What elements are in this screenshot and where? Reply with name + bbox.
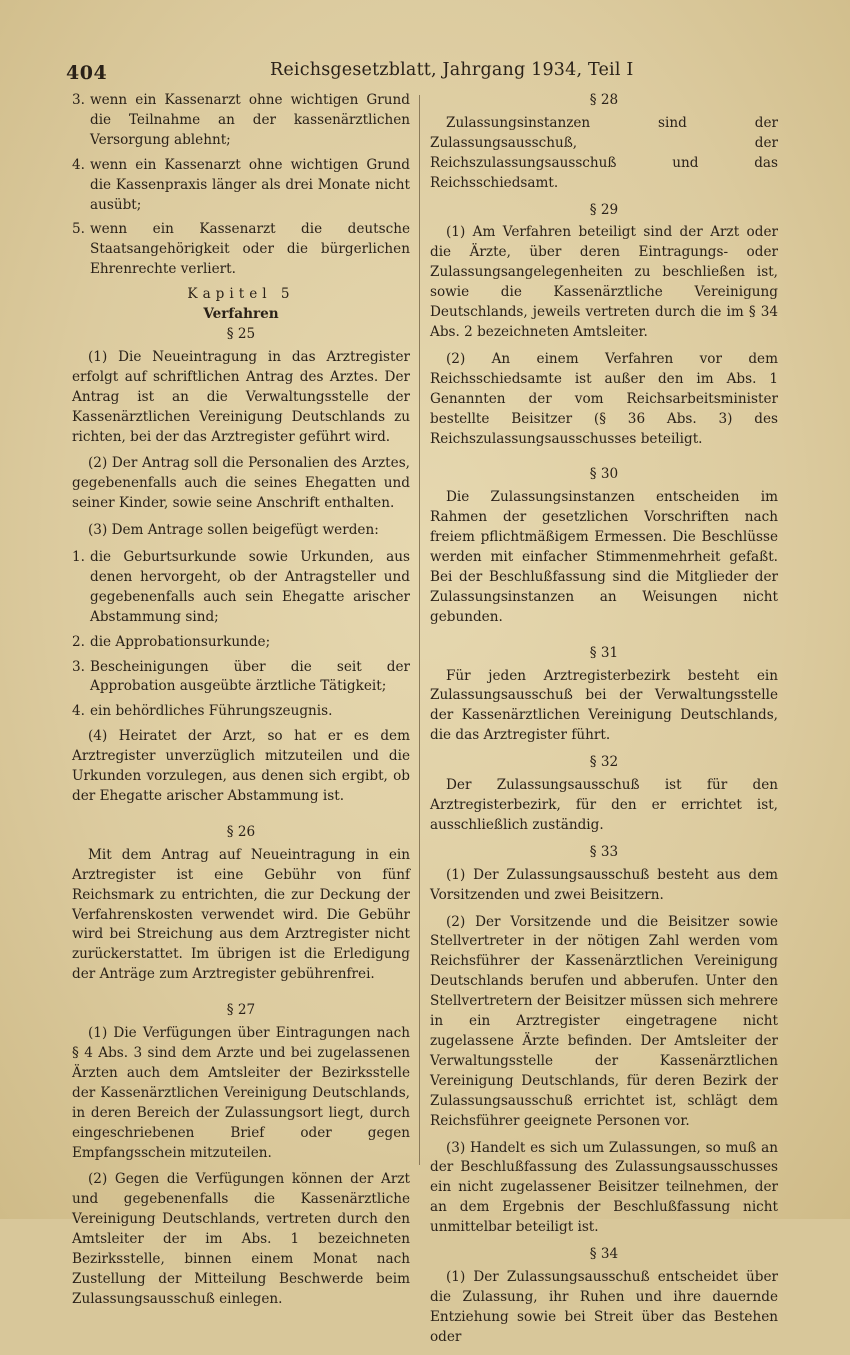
paragraph: (3) Handelt es sich um Zulassungen, so muß an der Beschlußfassung des Zulassungsausschusses ein nicht zugelassener Beisitzer teilnehmen, der an dem Ergebnis der Beschlußfassung nicht unmittelbar beteiligt ist. — [430, 1139, 778, 1236]
paragraph: Die Zulassungsinstanzen entscheiden im Rahmen der gesetzlichen Vorschriften nach freiem pflichtmäßigem Ermessen. Die Beschlüsse werden mit einfacher Stimmenmehrheit gefaßt. Bei der Beschlußfassung sind die Mitglieder der Zulassungsinstanzen an Weisungen nicht gebunden. — [430, 489, 778, 625]
paragraph: (3) Dem Antrage sollen beigefügt werden: — [88, 522, 379, 539]
paragraph: (1) Am Verfahren beteiligt sind der Arzt oder die Ärzte, über deren Eintragungs- oder Zulassungsangelegenheiten zu beschließen ist, sowie die Kassenärztliche Vereinigung Deutschlands, jeweils vertreten durch die im § 34 Abs. 2 bezeichneten Amtsleiter. — [430, 224, 778, 340]
list-item: 5. wenn ein Kassenarzt die deutsche Staatsangehörigkeit oder die bürgerlichen Ehrenrechte verliert. — [72, 221, 410, 278]
paragraph: (1) Der Zulassungsausschuß besteht aus dem Vorsitzenden und zwei Beisitzern. — [430, 866, 778, 903]
section-heading-34: § 34 — [589, 1246, 619, 1263]
list-item: 4. ein behördliches Führungszeugnis. — [72, 703, 333, 720]
section-heading-29: § 29 — [589, 201, 619, 218]
paragraph: Zulassungsinstanzen sind der Zulassungsausschuß, der Reichszulassungsausschuß und das Reichsschiedsamt. — [430, 114, 778, 191]
paragraph: (1) Die Neueintragung in das Arztregister erfolgt auf schriftlichen Antrag des Arztes. Der Antrag ist an die Verwaltungsstelle der Kassenärztlichen Vereinigung Deutschlands zu richten, bei der das Arztregister geführt wird. — [72, 348, 410, 445]
list-item: 1. die Geburtsurkunde sowie Urkunden, aus denen hervorgeht, ob der Antragsteller und gegebenenfalls auch sein Ehegatte arischer Abstammung sind; — [72, 549, 410, 625]
paragraph: Mit dem Antrag auf Neueintragung in ein Arztregister ist eine Gebühr von fünf Reichsmark zu entrichten, die zur Deckung der Verfahrenskosten verwendet wird. Die Gebühr wird bei Streichung aus dem Arztregister nicht zurückerstattet. Im übrigen ist die Erledigung der Anträge zum Arztregister gebührenfrei. — [72, 846, 410, 983]
section-heading-32: § 32 — [589, 754, 619, 771]
list-item: 2. die Approbationsurkunde; — [72, 633, 271, 650]
paragraph: Für jeden Arztregisterbezirk besteht ein Zulassungsausschuß bei der Verwaltungsstelle der Kassenärztlichen Vereinigung Deutschlands, die das Arztregister führt. — [430, 667, 778, 744]
section-heading-30: § 30 — [589, 466, 619, 483]
paragraph: (4) Heiratet der Arzt, so hat er es dem Arztregister unverzüglich mitzuteilen und die Urkunden vorzulegen, aus denen sich ergibt, ob der Ehegatte arischer Abstammung ist. — [72, 728, 410, 804]
paragraph: (2) Der Vorsitzende und die Beisitzer sowie Stellvertreter in der nötigen Zahl werden vom Reichsführer der Kassenärztlichen Vereinigung Deutschlands berufen und abberufen. Unter den Stellvertretern der Beisitzer müssen sich mehrere in ein Arztregister eingetragene nicht zugelassene Ärzte befinden. Der Amtsleiter der Verwaltungsstelle der Kassenärztlichen Vereinigung Deutschlands, für deren Bezirk der Zulassungsausschuß errichtet ist, schlägt dem Reichsführer geeignete Personen vor. — [430, 913, 778, 1129]
paragraph: (2) An einem Verfahren vor dem Reichsschiedsamte ist außer den im Abs. 1 Genannten der vom Reichsarbeitsminister bestellte Beisitzer (§ 36 Abs. 3) des Reichszulassungsausschusses beteiligt. — [430, 350, 778, 447]
section-heading-31: § 31 — [589, 644, 619, 661]
chapter-heading: Kapitel 5 — [187, 286, 295, 303]
section-heading-25: § 25 — [226, 325, 256, 342]
paragraph: Der Zulassungsausschuß ist für den Arztregisterbezirk, für den er errichtet ist, ausschließlich zuständig. — [430, 777, 778, 833]
paragraph: (2) Der Antrag soll die Personalien des Arztes, gegebenenfalls auch die seines Ehegatten und seiner Kinder, sowie seine Anschrift enthalten. — [72, 455, 410, 512]
chapter-title: Verfahren — [203, 306, 279, 323]
paragraph: (1) Der Zulassungsausschuß entscheidet über die Zulassung, ihr Ruhen und ihre dauernde Entziehung sowie bei Streit über das Bestehen oder — [430, 1268, 778, 1345]
section-heading-27: § 27 — [226, 1002, 256, 1019]
list-item: 3. Bescheinigungen über die seit der Approbation ausgeübte ärztliche Tätigkeit; — [72, 658, 410, 695]
list-item: 4. wenn ein Kassenarzt ohne wichtigen Grund die Kassenpraxis länger als drei Monate nicht ausübt; — [72, 156, 410, 213]
list-item: 3. wenn ein Kassenarzt ohne wichtigen Grund die Teilnahme an der kassenärztlichen Versorgung ablehnt; — [72, 92, 410, 148]
section-heading-26: § 26 — [226, 823, 256, 840]
section-heading-33: § 33 — [589, 843, 619, 860]
column-divider — [419, 95, 420, 1165]
running-head: Reichsgesetzblatt, Jahrgang 1934, Teil I — [270, 60, 634, 80]
paragraph: (1) Die Verfügungen über Eintragungen nach § 4 Abs. 3 sind dem Arzte und bei zugelassenen Ärzten auch dem Amtsleiter der Bezirksstelle der Kassenärztlichen Vereinigung Deutschlands, in deren Bereich der Zulassungsort liegt, durch eingeschriebenen Brief oder gegen Empfangsschein mitzuteilen. — [72, 1025, 410, 1161]
page-number: 404 — [66, 62, 108, 84]
left-column — [72, 91, 410, 1317]
right-column — [430, 91, 778, 1355]
paragraph: (2) Gegen die Verfügungen können der Arzt und gegebenenfalls die Kassenärztliche Vereinigung Deutschlands, vertreten durch den Amtsleiter der im Abs. 1 bezeichneten Bezirksstelle, binnen einem Monat nach Zustellung der Mitteilung Beschwerde beim Zulassungsausschuß einlegen. — [72, 1171, 410, 1307]
section-heading-28: § 28 — [589, 92, 619, 108]
